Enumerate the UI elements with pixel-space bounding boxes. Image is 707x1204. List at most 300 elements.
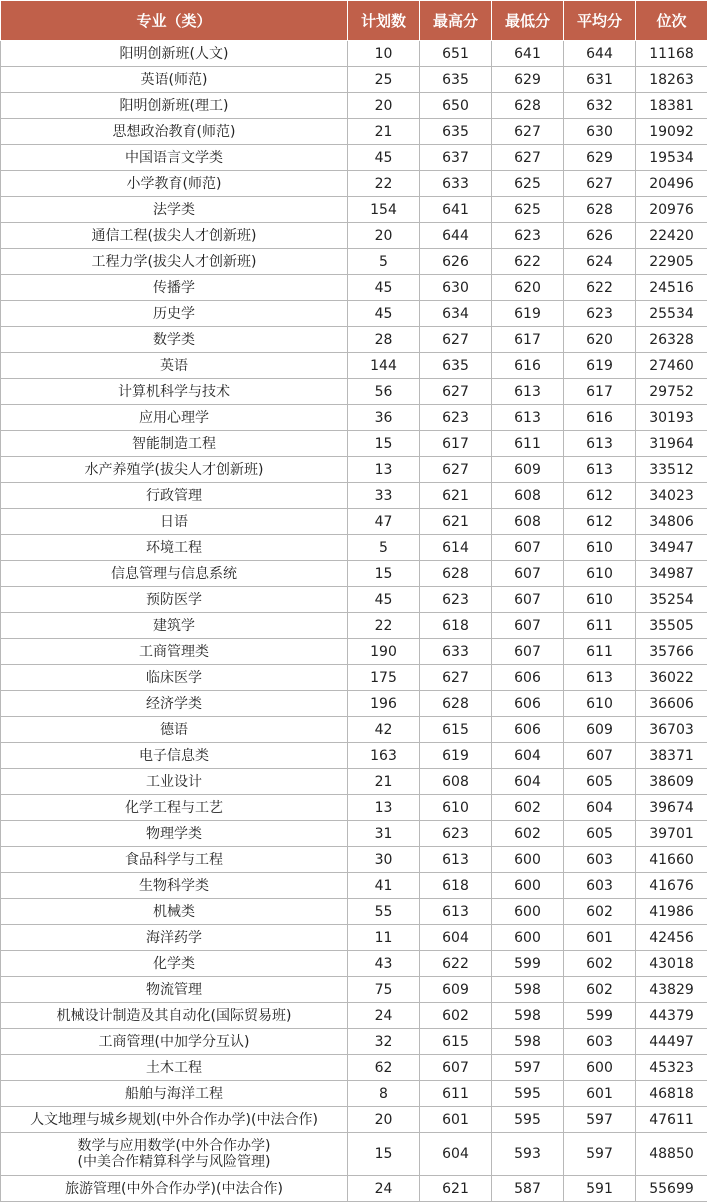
major-cell: 预防医学: [1, 587, 348, 613]
avg-score-cell: 627: [564, 171, 636, 197]
min-score-cell: 598: [492, 977, 564, 1003]
major-cell: 阳明创新班(理工): [1, 93, 348, 119]
min-score-cell: 602: [492, 821, 564, 847]
plan-count-cell: 62: [348, 1055, 420, 1081]
rank-cell: 41986: [636, 899, 707, 925]
major-cell: 法学类: [1, 197, 348, 223]
min-score-cell: 627: [492, 145, 564, 171]
min-score-cell: 607: [492, 613, 564, 639]
table-row: [1, 67, 707, 93]
rank-cell: 46818: [636, 1081, 707, 1107]
min-score-cell: 606: [492, 665, 564, 691]
plan-count-cell: 22: [348, 171, 420, 197]
major-cell: 人文地理与城乡规划(中外合作办学)(中法合作): [1, 1107, 348, 1133]
header-row: [1, 1, 707, 41]
plan-count-cell: 20: [348, 93, 420, 119]
rank-cell: 11168: [636, 41, 707, 67]
min-score-cell: 609: [492, 457, 564, 483]
table-row: [1, 171, 707, 197]
rank-cell: 18263: [636, 67, 707, 93]
plan-count-cell: 45: [348, 587, 420, 613]
avg-score-cell: 617: [564, 379, 636, 405]
plan-count-cell: 20: [348, 1107, 420, 1133]
min-score-cell: 602: [492, 795, 564, 821]
plan-count-cell: 163: [348, 743, 420, 769]
max-score-cell: 627: [420, 665, 492, 691]
major-cell: 环境工程: [1, 535, 348, 561]
avg-score-cell: 630: [564, 119, 636, 145]
plan-count-cell: 55: [348, 899, 420, 925]
rank-cell: 26328: [636, 327, 707, 353]
table-row: [1, 639, 707, 665]
avg-score-cell: 612: [564, 483, 636, 509]
table-row: [1, 1176, 707, 1202]
min-score-cell: 613: [492, 405, 564, 431]
rank-cell: 34023: [636, 483, 707, 509]
plan-count-cell: 15: [348, 1133, 420, 1176]
avg-score-cell: 628: [564, 197, 636, 223]
rank-cell: 44379: [636, 1003, 707, 1029]
plan-count-cell: 11: [348, 925, 420, 951]
major-cell: 船舶与海洋工程: [1, 1081, 348, 1107]
table-row: [1, 535, 707, 561]
table-row: [1, 1029, 707, 1055]
rank-cell: 44497: [636, 1029, 707, 1055]
rank-cell: 39674: [636, 795, 707, 821]
plan-count-cell: 25: [348, 67, 420, 93]
avg-score-cell: 609: [564, 717, 636, 743]
major-cell: 旅游管理(中外合作办学)(中法合作): [1, 1176, 348, 1202]
min-score-cell: 595: [492, 1107, 564, 1133]
plan-count-cell: 45: [348, 301, 420, 327]
major-cell: 电子信息类: [1, 743, 348, 769]
max-score-cell: 609: [420, 977, 492, 1003]
major-cell: 化学类: [1, 951, 348, 977]
major-cell: 工商管理(中加学分互认): [1, 1029, 348, 1055]
avg-score-cell: 610: [564, 587, 636, 613]
min-score-cell: 607: [492, 639, 564, 665]
plan-count-cell: 32: [348, 1029, 420, 1055]
min-score-cell: 604: [492, 769, 564, 795]
max-score-cell: 635: [420, 67, 492, 93]
rank-cell: 25534: [636, 301, 707, 327]
table-row: [1, 899, 707, 925]
table-body: [1, 41, 707, 1202]
plan-count-cell: 20: [348, 223, 420, 249]
max-score-cell: 637: [420, 145, 492, 171]
major-cell: 思想政治教育(师范): [1, 119, 348, 145]
avg-score-cell: 613: [564, 665, 636, 691]
rank-cell: 38609: [636, 769, 707, 795]
plan-count-cell: 41: [348, 873, 420, 899]
max-score-cell: 621: [420, 1176, 492, 1202]
rank-cell: 33512: [636, 457, 707, 483]
table-header: [1, 1, 707, 41]
major-cell: 英语: [1, 353, 348, 379]
max-score-cell: 627: [420, 379, 492, 405]
table-row: [1, 665, 707, 691]
major-cell: 工业设计: [1, 769, 348, 795]
min-score-cell: 587: [492, 1176, 564, 1202]
avg-score-cell: 600: [564, 1055, 636, 1081]
min-score-cell: 625: [492, 171, 564, 197]
rank-cell: 48850: [636, 1133, 707, 1176]
plan-count-cell: 33: [348, 483, 420, 509]
avg-score-cell: 602: [564, 899, 636, 925]
avg-score-cell: 626: [564, 223, 636, 249]
plan-count-cell: 45: [348, 145, 420, 171]
major-cell: 化学工程与工艺: [1, 795, 348, 821]
plan-count-cell: 24: [348, 1003, 420, 1029]
table-row: [1, 301, 707, 327]
min-score-cell: 613: [492, 379, 564, 405]
min-score-cell: 607: [492, 587, 564, 613]
max-score-cell: 633: [420, 171, 492, 197]
major-cell: 德语: [1, 717, 348, 743]
table-row: [1, 613, 707, 639]
plan-count-cell: 175: [348, 665, 420, 691]
avg-score-cell: 603: [564, 847, 636, 873]
plan-count-cell: 190: [348, 639, 420, 665]
major-cell: 物理学类: [1, 821, 348, 847]
max-score-cell: 627: [420, 457, 492, 483]
min-score-cell: 593: [492, 1133, 564, 1176]
max-score-cell: 613: [420, 899, 492, 925]
table-row: [1, 145, 707, 171]
min-score-cell: 600: [492, 899, 564, 925]
rank-cell: 42456: [636, 925, 707, 951]
min-score-cell: 604: [492, 743, 564, 769]
major-cell: 生物科学类: [1, 873, 348, 899]
avg-score-cell: 616: [564, 405, 636, 431]
rank-cell: 34806: [636, 509, 707, 535]
min-score-cell: 608: [492, 509, 564, 535]
max-score-cell: 633: [420, 639, 492, 665]
avg-score-cell: 597: [564, 1133, 636, 1176]
max-score-cell: 635: [420, 119, 492, 145]
rank-cell: 43829: [636, 977, 707, 1003]
avg-score-cell: 611: [564, 639, 636, 665]
avg-score-cell: 604: [564, 795, 636, 821]
major-cell: 信息管理与信息系统: [1, 561, 348, 587]
max-score-cell: 614: [420, 535, 492, 561]
plan-count-cell: 28: [348, 327, 420, 353]
plan-count-cell: 8: [348, 1081, 420, 1107]
table-row: [1, 327, 707, 353]
max-score-cell: 650: [420, 93, 492, 119]
avg-score-cell: 603: [564, 1029, 636, 1055]
table-row: [1, 821, 707, 847]
rank-cell: 36022: [636, 665, 707, 691]
major-cell: 传播学: [1, 275, 348, 301]
min-score-cell: 600: [492, 847, 564, 873]
rank-cell: 55699: [636, 1176, 707, 1202]
header-major: 专业（类）: [1, 1, 348, 41]
min-score-cell: 595: [492, 1081, 564, 1107]
rank-cell: 38371: [636, 743, 707, 769]
max-score-cell: 604: [420, 1133, 492, 1176]
rank-cell: 45323: [636, 1055, 707, 1081]
major-cell: 经济学类: [1, 691, 348, 717]
max-score-cell: 641: [420, 197, 492, 223]
table-row: [1, 223, 707, 249]
major-cell: 建筑学: [1, 613, 348, 639]
avg-score-cell: 623: [564, 301, 636, 327]
header-max-score: 最高分: [420, 1, 492, 41]
avg-score-cell: 601: [564, 925, 636, 951]
avg-score-cell: 607: [564, 743, 636, 769]
plan-count-cell: 45: [348, 275, 420, 301]
max-score-cell: 622: [420, 951, 492, 977]
max-score-cell: 628: [420, 561, 492, 587]
rank-cell: 20976: [636, 197, 707, 223]
avg-score-cell: 631: [564, 67, 636, 93]
max-score-cell: 619: [420, 743, 492, 769]
avg-score-cell: 602: [564, 951, 636, 977]
rank-cell: 35505: [636, 613, 707, 639]
avg-score-cell: 612: [564, 509, 636, 535]
rank-cell: 34987: [636, 561, 707, 587]
major-cell: 行政管理: [1, 483, 348, 509]
min-score-cell: 606: [492, 691, 564, 717]
max-score-cell: 623: [420, 587, 492, 613]
avg-score-cell: 619: [564, 353, 636, 379]
table-row: [1, 1107, 707, 1133]
major-cell: 小学教育(师范): [1, 171, 348, 197]
plan-count-cell: 154: [348, 197, 420, 223]
rank-cell: 19534: [636, 145, 707, 171]
table-row: [1, 93, 707, 119]
rank-cell: 29752: [636, 379, 707, 405]
header-plan-count: 计划数: [348, 1, 420, 41]
table-row: [1, 925, 707, 951]
major-cell: 水产养殖学(拔尖人才创新班): [1, 457, 348, 483]
table-row: [1, 275, 707, 301]
table-row: [1, 587, 707, 613]
major-cell: 土木工程: [1, 1055, 348, 1081]
avg-score-cell: 624: [564, 249, 636, 275]
avg-score-cell: 599: [564, 1003, 636, 1029]
table-row: [1, 41, 707, 67]
rank-cell: 36703: [636, 717, 707, 743]
avg-score-cell: 629: [564, 145, 636, 171]
max-score-cell: 621: [420, 509, 492, 535]
plan-count-cell: 15: [348, 561, 420, 587]
avg-score-cell: 605: [564, 821, 636, 847]
avg-score-cell: 602: [564, 977, 636, 1003]
min-score-cell: 599: [492, 951, 564, 977]
major-cell: 工程力学(拔尖人才创新班): [1, 249, 348, 275]
table-row: [1, 197, 707, 223]
rank-cell: 24516: [636, 275, 707, 301]
avg-score-cell: 622: [564, 275, 636, 301]
plan-count-cell: 144: [348, 353, 420, 379]
major-cell: 历史学: [1, 301, 348, 327]
rank-cell: 47611: [636, 1107, 707, 1133]
min-score-cell: 619: [492, 301, 564, 327]
table-row: [1, 691, 707, 717]
rank-cell: 20496: [636, 171, 707, 197]
table-row: [1, 483, 707, 509]
avg-score-cell: 613: [564, 457, 636, 483]
min-score-cell: 628: [492, 93, 564, 119]
rank-cell: 41676: [636, 873, 707, 899]
avg-score-cell: 620: [564, 327, 636, 353]
rank-cell: 18381: [636, 93, 707, 119]
avg-score-cell: 613: [564, 431, 636, 457]
max-score-cell: 617: [420, 431, 492, 457]
max-score-cell: 630: [420, 275, 492, 301]
table-row: [1, 977, 707, 1003]
plan-count-cell: 10: [348, 41, 420, 67]
plan-count-cell: 31: [348, 821, 420, 847]
plan-count-cell: 21: [348, 119, 420, 145]
header-avg-score: 平均分: [564, 1, 636, 41]
major-cell: 工商管理类: [1, 639, 348, 665]
max-score-cell: 613: [420, 847, 492, 873]
table-row: [1, 405, 707, 431]
max-score-cell: 618: [420, 873, 492, 899]
max-score-cell: 618: [420, 613, 492, 639]
avg-score-cell: 603: [564, 873, 636, 899]
plan-count-cell: 5: [348, 535, 420, 561]
plan-count-cell: 24: [348, 1176, 420, 1202]
plan-count-cell: 5: [348, 249, 420, 275]
min-score-cell: 616: [492, 353, 564, 379]
major-cell: 机械设计制造及其自动化(国际贸易班): [1, 1003, 348, 1029]
min-score-cell: 622: [492, 249, 564, 275]
rank-cell: 22905: [636, 249, 707, 275]
max-score-cell: 615: [420, 1029, 492, 1055]
plan-count-cell: 13: [348, 457, 420, 483]
min-score-cell: 623: [492, 223, 564, 249]
header-min-score: 最低分: [492, 1, 564, 41]
plan-count-cell: 30: [348, 847, 420, 873]
table-row: [1, 1003, 707, 1029]
table-row: [1, 379, 707, 405]
max-score-cell: 644: [420, 223, 492, 249]
major-cell: 海洋药学: [1, 925, 348, 951]
rank-cell: 19092: [636, 119, 707, 145]
rank-cell: 27460: [636, 353, 707, 379]
min-score-cell: 620: [492, 275, 564, 301]
major-cell: 临床医学: [1, 665, 348, 691]
plan-count-cell: 21: [348, 769, 420, 795]
rank-cell: 39701: [636, 821, 707, 847]
rank-cell: 31964: [636, 431, 707, 457]
table-row: [1, 769, 707, 795]
max-score-cell: 627: [420, 327, 492, 353]
min-score-cell: 598: [492, 1003, 564, 1029]
avg-score-cell: 610: [564, 691, 636, 717]
table-row: [1, 249, 707, 275]
max-score-cell: 651: [420, 41, 492, 67]
major-cell: 物流管理: [1, 977, 348, 1003]
plan-count-cell: 36: [348, 405, 420, 431]
avg-score-cell: 632: [564, 93, 636, 119]
min-score-cell: 607: [492, 535, 564, 561]
max-score-cell: 626: [420, 249, 492, 275]
table-row: [1, 873, 707, 899]
plan-count-cell: 47: [348, 509, 420, 535]
table-row: [1, 509, 707, 535]
major-cell: 食品科学与工程: [1, 847, 348, 873]
min-score-cell: 627: [492, 119, 564, 145]
min-score-cell: 641: [492, 41, 564, 67]
rank-cell: 36606: [636, 691, 707, 717]
rank-cell: 35766: [636, 639, 707, 665]
plan-count-cell: 75: [348, 977, 420, 1003]
min-score-cell: 607: [492, 561, 564, 587]
major-cell: 日语: [1, 509, 348, 535]
max-score-cell: 623: [420, 821, 492, 847]
rank-cell: 30193: [636, 405, 707, 431]
min-score-cell: 629: [492, 67, 564, 93]
table-row: [1, 431, 707, 457]
table-row: [1, 717, 707, 743]
min-score-cell: 597: [492, 1055, 564, 1081]
major-cell: 智能制造工程: [1, 431, 348, 457]
max-score-cell: 601: [420, 1107, 492, 1133]
min-score-cell: 600: [492, 873, 564, 899]
avg-score-cell: 610: [564, 561, 636, 587]
major-cell: 数学与应用数学(中外合作办学) (中美合作精算科学与风险管理): [1, 1133, 348, 1176]
major-cell: 通信工程(拔尖人才创新班): [1, 223, 348, 249]
table-row: [1, 1055, 707, 1081]
table-row: [1, 353, 707, 379]
min-score-cell: 598: [492, 1029, 564, 1055]
plan-count-cell: 196: [348, 691, 420, 717]
table-row: [1, 1081, 707, 1107]
table-row: [1, 119, 707, 145]
rank-cell: 41660: [636, 847, 707, 873]
max-score-cell: 610: [420, 795, 492, 821]
table-row: [1, 1133, 707, 1176]
table-row: [1, 795, 707, 821]
avg-score-cell: 611: [564, 613, 636, 639]
plan-count-cell: 43: [348, 951, 420, 977]
max-score-cell: 615: [420, 717, 492, 743]
max-score-cell: 607: [420, 1055, 492, 1081]
min-score-cell: 606: [492, 717, 564, 743]
max-score-cell: 623: [420, 405, 492, 431]
major-cell: 应用心理学: [1, 405, 348, 431]
major-cell: 中国语言文学类: [1, 145, 348, 171]
min-score-cell: 625: [492, 197, 564, 223]
avg-score-cell: 605: [564, 769, 636, 795]
min-score-cell: 600: [492, 925, 564, 951]
avg-score-cell: 597: [564, 1107, 636, 1133]
max-score-cell: 634: [420, 301, 492, 327]
header-rank: 位次: [636, 1, 707, 41]
min-score-cell: 611: [492, 431, 564, 457]
table-row: [1, 561, 707, 587]
min-score-cell: 608: [492, 483, 564, 509]
avg-score-cell: 591: [564, 1176, 636, 1202]
avg-score-cell: 644: [564, 41, 636, 67]
max-score-cell: 628: [420, 691, 492, 717]
major-cell: 数学类: [1, 327, 348, 353]
plan-count-cell: 42: [348, 717, 420, 743]
max-score-cell: 621: [420, 483, 492, 509]
max-score-cell: 602: [420, 1003, 492, 1029]
plan-count-cell: 13: [348, 795, 420, 821]
table-row: [1, 743, 707, 769]
max-score-cell: 604: [420, 925, 492, 951]
plan-count-cell: 22: [348, 613, 420, 639]
max-score-cell: 611: [420, 1081, 492, 1107]
table-row: [1, 847, 707, 873]
